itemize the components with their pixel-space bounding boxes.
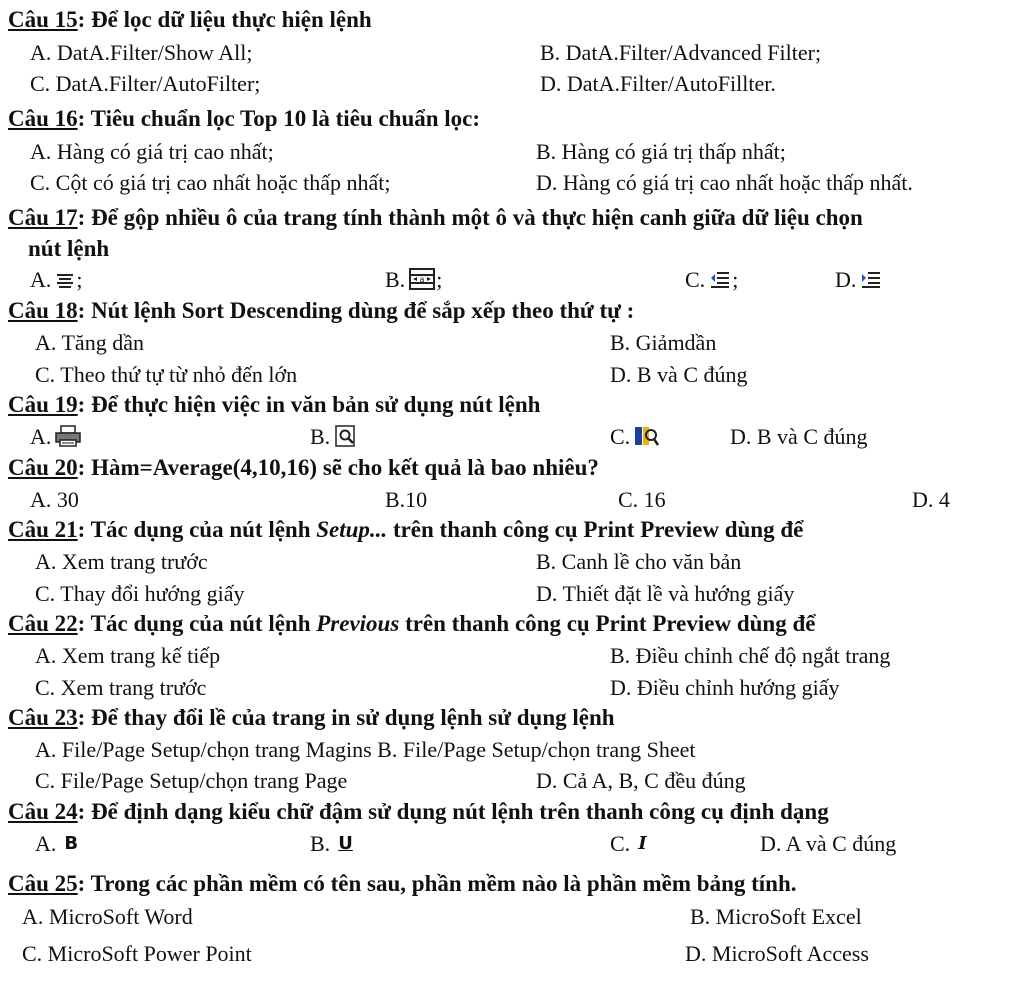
question-20-title bbox=[8, 453, 599, 483]
option-label: D. bbox=[835, 267, 857, 292]
q18-option-c: C. Theo thứ tự từ nhỏ đến lớn bbox=[35, 362, 298, 387]
question-15-title bbox=[8, 5, 372, 35]
q25-option-a: A. MicroSoft Word bbox=[22, 904, 193, 929]
q21-option-c: C. Thay đổi hướng giấy bbox=[35, 581, 245, 606]
q25-option-c: C. MicroSoft Power Point bbox=[22, 941, 252, 966]
q19-option-d: D. B và C đúng bbox=[730, 424, 868, 449]
bold-icon: B bbox=[64, 833, 79, 854]
q18-option-d: D. B và C đúng bbox=[610, 362, 748, 387]
print-preview-icon bbox=[334, 425, 358, 447]
merge-center-icon bbox=[409, 268, 435, 290]
q19-option-a bbox=[30, 422, 81, 452]
question-number: Câu 21 bbox=[8, 517, 78, 542]
option-label: C. bbox=[610, 424, 631, 449]
question-number: Câu 24 bbox=[8, 799, 78, 824]
q20-option-d: D. 4 bbox=[912, 487, 950, 512]
question-21-title bbox=[8, 515, 803, 545]
q20-option-c: C. 16 bbox=[618, 487, 666, 512]
question-text: trên thanh công cụ Print Preview dùng để bbox=[387, 517, 804, 542]
option-label: A. bbox=[30, 267, 52, 292]
q18-option-a: A. Tăng dần bbox=[35, 330, 144, 355]
q15-option-c: C. DatA.Filter/AutoFilter; bbox=[30, 71, 261, 96]
question-18-title bbox=[8, 296, 634, 326]
q17-option-b bbox=[385, 265, 442, 295]
q16-option-b: B. Hàng có giá trị thấp nhất; bbox=[536, 139, 786, 164]
question-number: Câu 17 bbox=[8, 205, 78, 230]
q15-option-b: B. DatA.Filter/Advanced Filter; bbox=[540, 40, 822, 65]
option-suffix: ; bbox=[732, 267, 739, 292]
question-23-title bbox=[8, 703, 615, 733]
question-text: : Tiêu chuẩn lọc Top 10 là tiêu chuẩn lọc: bbox=[77, 106, 481, 131]
question-number: Câu 22 bbox=[8, 611, 78, 636]
question-number: Câu 20 bbox=[8, 455, 78, 480]
question-17-title bbox=[8, 203, 863, 233]
q22-option-b: B. Điều chỉnh chế độ ngắt trang bbox=[610, 643, 891, 668]
q16-option-d: D. Hàng có giá trị cao nhất hoặc thấp nhất. bbox=[536, 170, 913, 195]
question-text: : Trong các phần mềm có tên sau, phần mềm nào là phần mềm bảng tính. bbox=[77, 871, 797, 896]
printer-icon bbox=[55, 425, 81, 447]
question-17-title-cont: nút lệnh bbox=[28, 236, 110, 261]
q17-option-d bbox=[835, 265, 882, 295]
question-text: : Để định dạng kiểu chữ đậm sử dụng nút lệnh trên thanh công cụ định dạng bbox=[77, 799, 829, 824]
italic-icon: I bbox=[638, 833, 647, 854]
decrease-indent-icon bbox=[709, 270, 731, 290]
q17-option-a bbox=[30, 265, 83, 295]
question-text: : Tác dụng của nút lệnh bbox=[77, 517, 317, 542]
question-number: Câu 15 bbox=[8, 7, 78, 32]
align-center-icon bbox=[55, 272, 75, 290]
question-24-title bbox=[8, 797, 829, 827]
q24-option-d: D. A và C đúng bbox=[760, 831, 897, 856]
question-number: Câu 25 bbox=[8, 871, 78, 896]
question-number: Câu 18 bbox=[8, 298, 78, 323]
q22-option-d: D. Điều chỉnh hướng giấy bbox=[610, 675, 840, 700]
q15-option-d: D. DatA.Filter/AutoFillter. bbox=[540, 71, 776, 96]
q23-option-c: C. File/Page Setup/chọn trang Page bbox=[35, 768, 348, 793]
q22-option-a: A. Xem trang kế tiếp bbox=[35, 643, 221, 668]
spelling-check-icon bbox=[634, 425, 660, 447]
option-label: C. bbox=[685, 267, 706, 292]
option-label: C. bbox=[610, 831, 631, 856]
q25-option-d: D. MicroSoft Access bbox=[685, 941, 869, 966]
question-19-title bbox=[8, 390, 540, 420]
question-22-title bbox=[8, 609, 815, 639]
q24-option-a bbox=[35, 829, 78, 859]
q21-option-a: A. Xem trang trước bbox=[35, 549, 208, 574]
option-suffix: ; bbox=[76, 267, 83, 292]
q15-option-a: A. DatA.Filter/Show All; bbox=[30, 40, 253, 65]
underline-icon: U bbox=[338, 833, 353, 854]
question-number: Câu 16 bbox=[8, 106, 78, 131]
option-label: B. bbox=[310, 831, 331, 856]
q25-option-b: B. MicroSoft Excel bbox=[690, 904, 862, 929]
question-text: : Để gộp nhiều ô của trang tính thành một ô và thực hiện canh giữa dữ liệu chọn bbox=[77, 205, 863, 230]
question-text: : Hàm=Average(4,10,16) sẽ cho kết quả là bao nhiêu? bbox=[77, 455, 599, 480]
q21-option-d: D. Thiết đặt lề và hướng giấy bbox=[536, 581, 795, 606]
q20-option-b: B.10 bbox=[385, 487, 428, 512]
q16-option-a: A. Hàng có giá trị cao nhất; bbox=[30, 139, 274, 164]
option-suffix: ; bbox=[436, 267, 443, 292]
question-16-title bbox=[8, 104, 480, 134]
q19-option-c bbox=[610, 422, 660, 452]
question-text: : Nút lệnh Sort Descending dùng để sắp xếp theo thứ tự : bbox=[77, 298, 635, 323]
q22-option-c: C. Xem trang trước bbox=[35, 675, 207, 700]
question-number: Câu 23 bbox=[8, 705, 78, 730]
q20-option-a: A. 30 bbox=[30, 487, 79, 512]
question-text-emphasis: Previous bbox=[316, 611, 400, 636]
question-text-emphasis: Setup... bbox=[316, 517, 388, 542]
q18-option-b: B. Giảmdần bbox=[610, 330, 717, 355]
option-label: A. bbox=[30, 424, 52, 449]
question-25-title bbox=[8, 869, 797, 899]
q23-option-d: D. Cả A, B, C đều đúng bbox=[536, 768, 746, 793]
option-label: A. bbox=[35, 831, 57, 856]
question-text: trên thanh công cụ Print Preview dùng để bbox=[399, 611, 816, 636]
q24-option-c bbox=[610, 829, 647, 859]
question-text: : Để thay đổi lề của trang in sử dụng lệnh sử dụng lệnh bbox=[77, 705, 615, 730]
increase-indent-icon bbox=[860, 270, 882, 290]
q23-option-ab: A. File/Page Setup/chọn trang Magins B. File/Page Setup/chọn trang Sheet bbox=[35, 737, 696, 762]
question-text: : Tác dụng của nút lệnh bbox=[77, 611, 317, 636]
question-text: : Để thực hiện việc in văn bản sử dụng nút lệnh bbox=[77, 392, 541, 417]
option-label: B. bbox=[385, 267, 406, 292]
q21-option-b: B. Canh lề cho văn bản bbox=[536, 549, 742, 574]
q24-option-b bbox=[310, 829, 353, 859]
q17-option-c bbox=[685, 265, 738, 295]
question-text: : Để lọc dữ liệu thực hiện lệnh bbox=[77, 7, 372, 32]
q19-option-b bbox=[310, 422, 358, 452]
q16-option-c: C. Cột có giá trị cao nhất hoặc thấp nhất; bbox=[30, 170, 391, 195]
question-number: Câu 19 bbox=[8, 392, 78, 417]
svg-text:a: a bbox=[419, 275, 425, 284]
option-label: B. bbox=[310, 424, 331, 449]
